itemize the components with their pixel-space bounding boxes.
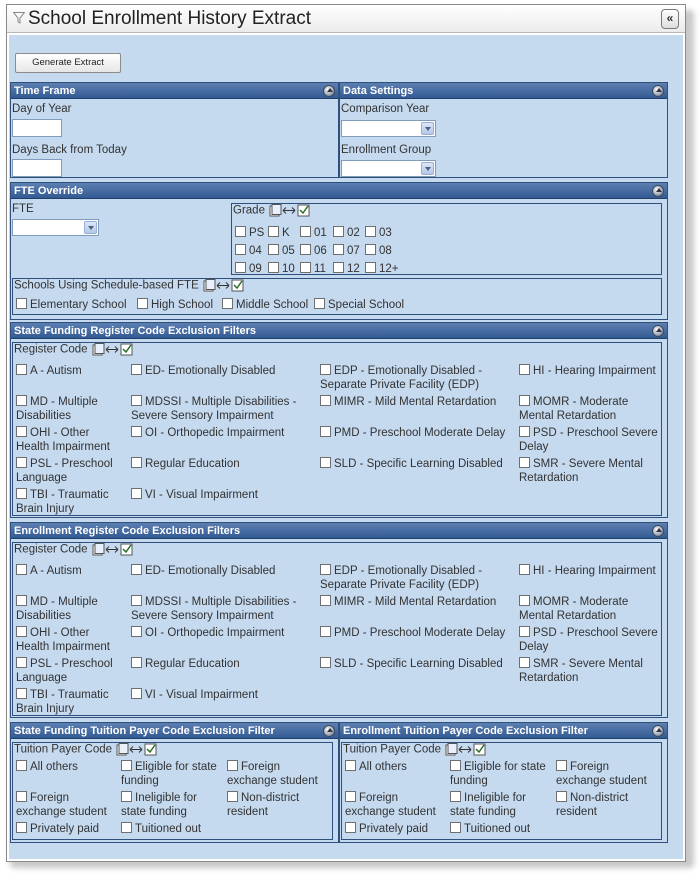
school-checkbox[interactable] — [137, 298, 213, 312]
checkbox[interactable] — [519, 426, 530, 437]
time-frame-panel — [10, 82, 339, 178]
checkbox-label: PMD - Preschool Moderate Delay — [334, 627, 506, 639]
register-code-checkbox[interactable] — [16, 657, 124, 685]
enroll-register-title: Enrollment Register Code Exclusion Filters — [14, 525, 241, 537]
checkbox-label: Foreign exchange student — [16, 792, 107, 818]
checkbox[interactable] — [131, 457, 142, 468]
checkbox-label: OHI - Other Health Impairment — [16, 427, 110, 453]
chevron-down-icon — [421, 122, 434, 135]
checkbox[interactable] — [16, 298, 27, 309]
checkbox[interactable] — [131, 564, 142, 575]
collapse-window-button[interactable]: « — [661, 9, 679, 29]
data-settings-panel — [339, 82, 668, 178]
checkbox-label: 06 — [314, 245, 327, 257]
checkbox-label: MD - Multiple Disabilities — [16, 396, 98, 422]
register-code-checkbox[interactable] — [519, 564, 659, 578]
time-frame-header[interactable] — [11, 83, 338, 99]
register-code-checkbox[interactable] — [320, 564, 516, 592]
enroll-tuition-group — [341, 742, 662, 840]
tuition-code-checkbox[interactable] — [345, 822, 445, 836]
checkbox-label: All others — [30, 761, 78, 773]
select-all-icon[interactable] — [116, 743, 158, 756]
register-code-checkbox[interactable] — [131, 657, 316, 671]
register-code-checkbox[interactable] — [16, 595, 124, 623]
state-register-title: State Funding Register Code Exclusion Filters — [14, 325, 257, 337]
checkbox-label: OI - Orthopedic Impairment — [145, 427, 285, 439]
checkbox[interactable] — [450, 760, 461, 771]
state-tuition-group — [12, 742, 333, 840]
checkbox-label: MOMR - Moderate Mental Retardation — [519, 596, 629, 622]
checkbox[interactable] — [450, 791, 461, 802]
collapse-panel-icon[interactable] — [652, 725, 664, 737]
checkbox[interactable] — [365, 226, 376, 237]
state-register-select-tools — [92, 343, 134, 356]
register-code-checkbox[interactable] — [16, 688, 124, 716]
checkbox[interactable] — [320, 564, 331, 575]
schools-group-title — [14, 279, 245, 292]
schedule-schools-group — [12, 278, 662, 315]
register-code-checkbox[interactable] — [320, 657, 516, 671]
checkbox[interactable] — [131, 364, 142, 375]
checkbox[interactable] — [320, 426, 331, 437]
checkbox-label: Non-district resident — [556, 792, 629, 818]
collapse-panel-icon[interactable] — [652, 525, 664, 537]
checkbox-label: Middle School — [236, 299, 309, 311]
checkbox-label: HI - Hearing Impairment — [533, 565, 656, 577]
grade-group — [231, 203, 662, 275]
checkbox-label: Foreign exchange student — [345, 792, 436, 818]
grade-group-title — [233, 204, 311, 217]
checkbox[interactable] — [235, 226, 246, 237]
tuition-code-checkbox[interactable] — [16, 822, 116, 836]
grade-checkbox[interactable] — [300, 262, 326, 276]
tuition-code-checkbox[interactable] — [121, 760, 225, 788]
checkbox-label: A - Autism — [30, 565, 82, 577]
checkbox[interactable] — [16, 822, 27, 833]
checkbox-label: VI - Visual Impairment — [145, 689, 258, 701]
checkbox[interactable] — [222, 298, 233, 309]
grade-checkbox[interactable] — [268, 244, 295, 258]
fte-label: FTE — [12, 203, 34, 215]
checkbox[interactable] — [121, 822, 132, 833]
checkbox[interactable] — [556, 791, 567, 802]
chevron-down-icon — [84, 221, 97, 234]
checkbox[interactable] — [16, 457, 27, 468]
checkbox[interactable] — [365, 244, 376, 255]
checkbox[interactable] — [16, 488, 27, 499]
register-code-checkbox[interactable] — [131, 564, 316, 578]
register-code-checkbox[interactable] — [519, 657, 659, 685]
enroll-tuition-panel — [339, 722, 668, 843]
register-code-checkbox[interactable] — [16, 457, 124, 485]
checkbox[interactable] — [320, 395, 331, 406]
checkbox-label: OHI - Other Health Impairment — [16, 627, 110, 653]
checkbox-label: MD - Multiple Disabilities — [16, 596, 98, 622]
checkbox-label: Tuitioned out — [135, 823, 202, 835]
tuition-code-checkbox[interactable] — [227, 791, 329, 819]
checkbox-label: SLD - Specific Learning Disabled — [334, 458, 503, 470]
tuition-code-checkbox[interactable] — [121, 791, 225, 819]
register-code-label: Register Code — [14, 543, 88, 556]
checkbox[interactable] — [300, 262, 311, 273]
register-code-checkbox[interactable] — [519, 457, 659, 485]
checkbox[interactable] — [16, 395, 27, 406]
enroll-tuition-select-tools — [445, 743, 487, 756]
schools-label: Schools Using Schedule-based FTE — [14, 279, 199, 292]
days-back-input[interactable] — [12, 159, 62, 177]
register-code-checkbox[interactable] — [519, 626, 659, 654]
chevron-down-icon — [421, 162, 434, 175]
checkbox-label: ED- Emotionally Disabled — [145, 365, 276, 377]
checkbox[interactable] — [320, 595, 331, 606]
checkbox-label: PSD - Preschool Severe Delay — [519, 427, 658, 453]
checkbox-label: Regular Education — [145, 658, 240, 670]
checkbox[interactable] — [16, 626, 27, 637]
checkbox-label: A - Autism — [30, 365, 82, 377]
checkbox-label: 03 — [379, 227, 392, 239]
select-all-icon[interactable] — [445, 743, 487, 756]
select-all-icon[interactable] — [203, 279, 245, 292]
tuition-code-checkbox[interactable] — [556, 791, 658, 819]
tuition-payer-label: Tuition Payer Code — [14, 743, 113, 756]
checkbox-label: K — [282, 227, 290, 239]
checkbox-label: All others — [359, 761, 407, 773]
checkbox[interactable] — [131, 395, 142, 406]
grade-checkbox[interactable] — [365, 244, 392, 258]
checkbox-label: MDSSI - Multiple Disabilities - Severe Sensory Impairment — [131, 596, 297, 622]
state-tuition-title: State Funding Tuition Payer Code Exclusion Filter — [14, 725, 275, 737]
checkbox[interactable] — [345, 822, 356, 833]
register-code-checkbox[interactable] — [131, 488, 316, 502]
grade-checkbox[interactable] — [235, 262, 262, 276]
checkbox-label: Foreign exchange student — [227, 761, 318, 787]
checkbox[interactable] — [314, 298, 325, 309]
tuition-code-checkbox[interactable] — [345, 791, 445, 819]
checkbox[interactable] — [519, 364, 530, 375]
checkbox[interactable] — [519, 395, 530, 406]
checkbox[interactable] — [131, 595, 142, 606]
collapse-panel-icon[interactable] — [652, 85, 664, 97]
enroll-register-select-tools — [92, 543, 134, 556]
checkbox[interactable] — [16, 688, 27, 699]
checkbox-label: PS — [249, 227, 265, 239]
collapse-panel-icon[interactable] — [323, 725, 335, 737]
enroll-tuition-title: Enrollment Tuition Payer Code Exclusion Filter — [343, 725, 588, 737]
checkbox[interactable] — [235, 244, 246, 255]
checkbox-label: 11 — [314, 263, 326, 275]
checkbox[interactable] — [121, 791, 132, 802]
fte-select[interactable] — [12, 219, 99, 236]
enroll-register-group — [12, 542, 662, 716]
register-code-checkbox[interactable] — [16, 626, 124, 654]
collapse-panel-icon[interactable] — [652, 185, 664, 197]
checkbox[interactable] — [345, 791, 356, 802]
state-register-panel — [10, 322, 668, 518]
data-settings-header[interactable] — [340, 83, 667, 99]
checkbox[interactable] — [16, 791, 27, 802]
checkbox-label: TBI - Traumatic Brain Injury — [16, 489, 109, 515]
grade-checkbox[interactable] — [268, 226, 290, 240]
tuition-code-checkbox[interactable] — [121, 822, 225, 836]
enroll-register-panel — [10, 522, 668, 718]
checkbox[interactable] — [137, 298, 148, 309]
checkbox[interactable] — [16, 564, 27, 575]
checkbox[interactable] — [227, 791, 238, 802]
checkbox[interactable] — [131, 657, 142, 668]
checkbox-label: Ineligible for state funding — [121, 792, 198, 818]
days-back-label: Days Back from Today — [12, 144, 127, 156]
register-code-checkbox[interactable] — [131, 426, 316, 440]
checkbox-label: 01 — [314, 227, 327, 239]
page-title: School Enrollment History Extract — [28, 8, 311, 29]
select-all-icon[interactable] — [92, 343, 134, 356]
enrollment-group-label: Enrollment Group — [341, 144, 432, 156]
checkbox-label: 02 — [347, 227, 360, 239]
checkbox[interactable] — [268, 244, 279, 255]
register-code-checkbox[interactable] — [320, 364, 516, 392]
checkbox-label: Ineligible for state funding — [450, 792, 527, 818]
day-of-year-label: Day of Year — [12, 103, 72, 115]
select-all-icon[interactable] — [92, 543, 134, 556]
school-checkbox[interactable] — [314, 298, 404, 312]
checkbox[interactable] — [320, 657, 331, 668]
register-code-checkbox[interactable] — [131, 457, 316, 471]
enroll-tuition-group-title — [343, 743, 487, 756]
checkbox[interactable] — [227, 760, 238, 771]
state-register-group — [12, 342, 662, 516]
checkbox-label: Privately paid — [359, 823, 429, 835]
fte-override-title: FTE Override — [14, 185, 84, 197]
checkbox-label: Non-district resident — [227, 792, 300, 818]
checkbox-label: 07 — [347, 245, 360, 257]
checkbox-label: MIMR - Mild Mental Retardation — [334, 396, 497, 408]
checkbox-label: Eligible for state funding — [450, 761, 546, 787]
register-code-checkbox[interactable] — [16, 564, 124, 578]
tuition-payer-label: Tuition Payer Code — [343, 743, 442, 756]
data-settings-title: Data Settings — [343, 85, 414, 97]
checkbox-label: Privately paid — [30, 823, 100, 835]
checkbox[interactable] — [235, 262, 246, 273]
checkbox[interactable] — [333, 262, 344, 273]
state-tuition-select-tools — [116, 743, 158, 756]
checkbox[interactable] — [131, 688, 142, 699]
grade-checkbox[interactable] — [235, 244, 262, 258]
checkbox[interactable] — [320, 364, 331, 375]
checkbox-label: SMR - Severe Mental Retardation — [519, 658, 643, 684]
tuition-code-checkbox[interactable] — [556, 760, 658, 788]
tuition-code-checkbox[interactable] — [345, 760, 445, 774]
enroll-register-header[interactable] — [11, 523, 667, 539]
grade-checkbox[interactable] — [333, 262, 360, 276]
register-code-checkbox[interactable] — [519, 595, 659, 623]
tuition-code-checkbox[interactable] — [450, 791, 554, 819]
checkbox-label: High School — [151, 299, 214, 311]
checkbox[interactable] — [519, 457, 530, 468]
checkbox-label: 09 — [249, 263, 262, 275]
grade-checkbox[interactable] — [333, 244, 360, 258]
grade-checkbox[interactable] — [365, 262, 399, 276]
checkbox[interactable] — [16, 364, 27, 375]
register-code-checkbox[interactable] — [16, 395, 124, 423]
grade-checkbox[interactable] — [235, 226, 264, 240]
checkbox-label: MIMR - Mild Mental Retardation — [334, 596, 497, 608]
checkbox[interactable] — [16, 657, 27, 668]
checkbox[interactable] — [300, 226, 311, 237]
grade-label: Grade — [233, 204, 265, 217]
checkbox-label: 05 — [282, 245, 295, 257]
enrollment-group-select[interactable] — [341, 160, 436, 177]
checkbox-label: PSD - Preschool Severe Delay — [519, 627, 658, 653]
register-code-checkbox[interactable] — [131, 395, 316, 423]
state-tuition-panel — [10, 722, 339, 843]
school-checkbox[interactable] — [16, 298, 127, 312]
register-code-checkbox[interactable] — [131, 595, 316, 623]
fte-override-header[interactable] — [11, 183, 667, 199]
checkbox-label: VI - Visual Impairment — [145, 489, 258, 501]
tuition-code-checkbox[interactable] — [227, 760, 329, 788]
register-code-checkbox[interactable] — [16, 488, 124, 516]
generate-extract-button[interactable]: Generate Extract — [15, 53, 121, 73]
day-of-year-input[interactable] — [12, 119, 62, 137]
checkbox[interactable] — [16, 595, 27, 606]
checkbox-label: PSL - Preschool Language — [16, 658, 113, 684]
register-code-checkbox[interactable] — [320, 595, 516, 609]
grade-checkbox[interactable] — [300, 226, 327, 240]
checkbox-label: Regular Education — [145, 458, 240, 470]
filter-icon — [13, 12, 25, 24]
collapse-panel-icon[interactable] — [652, 325, 664, 337]
checkbox-label: Eligible for state funding — [121, 761, 217, 787]
checkbox-label: Foreign exchange student — [556, 761, 647, 787]
tuition-code-checkbox[interactable] — [16, 791, 116, 819]
state-tuition-header[interactable] — [11, 723, 338, 739]
checkbox[interactable] — [519, 626, 530, 637]
schools-select-tools — [203, 279, 245, 292]
comparison-year-select[interactable] — [341, 120, 436, 137]
checkbox[interactable] — [16, 426, 27, 437]
register-code-checkbox[interactable] — [519, 395, 659, 423]
tuition-code-checkbox[interactable] — [450, 822, 554, 836]
register-code-checkbox[interactable] — [16, 364, 124, 378]
checkbox-label: 12 — [347, 263, 360, 275]
state-tuition-group-title — [14, 743, 158, 756]
checkbox[interactable] — [519, 595, 530, 606]
extract-window — [6, 4, 686, 862]
grade-checkbox[interactable] — [268, 262, 295, 276]
tuition-code-checkbox[interactable] — [16, 760, 116, 774]
checkbox-label: MDSSI - Multiple Disabilities - Severe Sensory Impairment — [131, 396, 297, 422]
checkbox[interactable] — [519, 564, 530, 575]
checkbox-label: SLD - Specific Learning Disabled — [334, 658, 503, 670]
register-code-checkbox[interactable] — [519, 426, 659, 454]
state-register-header[interactable] — [11, 323, 667, 339]
checkbox[interactable] — [268, 262, 279, 273]
checkbox-label: 04 — [249, 245, 262, 257]
time-frame-title: Time Frame — [14, 85, 76, 97]
register-code-checkbox[interactable] — [320, 626, 516, 640]
checkbox[interactable] — [268, 226, 279, 237]
checkbox-label: TBI - Traumatic Brain Injury — [16, 689, 109, 715]
grade-checkbox[interactable] — [300, 244, 327, 258]
checkbox-label: EDP - Emotionally Disabled - Separate Private Facility (EDP) — [320, 565, 483, 591]
select-all-icon[interactable] — [269, 204, 311, 217]
checkbox[interactable] — [519, 657, 530, 668]
collapse-panel-icon[interactable] — [323, 85, 335, 97]
checkbox-label: 10 — [282, 263, 295, 275]
state-register-group-title — [14, 343, 134, 356]
checkbox[interactable] — [16, 760, 27, 771]
register-code-checkbox[interactable] — [519, 364, 659, 378]
checkbox[interactable] — [320, 457, 331, 468]
register-code-checkbox[interactable] — [16, 426, 124, 454]
checkbox[interactable] — [320, 626, 331, 637]
checkbox[interactable] — [333, 226, 344, 237]
checkbox-label: PMD - Preschool Moderate Delay — [334, 427, 506, 439]
comparison-year-label: Comparison Year — [341, 103, 430, 115]
register-code-checkbox[interactable] — [131, 364, 316, 378]
register-code-checkbox[interactable] — [320, 395, 516, 409]
fte-override-panel — [10, 182, 668, 320]
register-code-checkbox[interactable] — [320, 426, 516, 440]
checkbox-label: ED- Emotionally Disabled — [145, 565, 276, 577]
checkbox[interactable] — [450, 822, 461, 833]
checkbox[interactable] — [345, 760, 356, 771]
school-checkbox[interactable] — [222, 298, 308, 312]
tuition-code-checkbox[interactable] — [450, 760, 554, 788]
checkbox-label: OI - Orthopedic Impairment — [145, 627, 285, 639]
checkbox-label: SMR - Severe Mental Retardation — [519, 458, 643, 484]
checkbox[interactable] — [131, 426, 142, 437]
checkbox-label: HI - Hearing Impairment — [533, 365, 656, 377]
title-bar — [7, 5, 685, 33]
enroll-tuition-header[interactable] — [340, 723, 667, 739]
checkbox[interactable] — [131, 488, 142, 499]
checkbox[interactable] — [300, 244, 311, 255]
grade-checkbox[interactable] — [333, 226, 360, 240]
grade-checkbox[interactable] — [365, 226, 392, 240]
register-code-checkbox[interactable] — [131, 688, 316, 702]
checkbox[interactable] — [365, 262, 376, 273]
register-code-checkbox[interactable] — [131, 626, 316, 640]
checkbox-label: Tuitioned out — [464, 823, 531, 835]
checkbox-label: 12+ — [379, 263, 399, 275]
checkbox[interactable] — [131, 626, 142, 637]
main-content — [9, 35, 683, 859]
register-code-label: Register Code — [14, 343, 88, 356]
register-code-checkbox[interactable] — [320, 457, 516, 471]
checkbox[interactable] — [556, 760, 567, 771]
checkbox[interactable] — [333, 244, 344, 255]
checkbox-label: PSL - Preschool Language — [16, 458, 113, 484]
checkbox-label: 08 — [379, 245, 392, 257]
checkbox-label: Special School — [328, 299, 405, 311]
checkbox-label: MOMR - Moderate Mental Retardation — [519, 396, 629, 422]
grade-select-tools — [269, 204, 311, 217]
enroll-register-group-title — [14, 543, 134, 556]
checkbox[interactable] — [121, 760, 132, 771]
checkbox-label: EDP - Emotionally Disabled - Separate Private Facility (EDP) — [320, 365, 483, 391]
checkbox-label: Elementary School — [30, 299, 127, 311]
